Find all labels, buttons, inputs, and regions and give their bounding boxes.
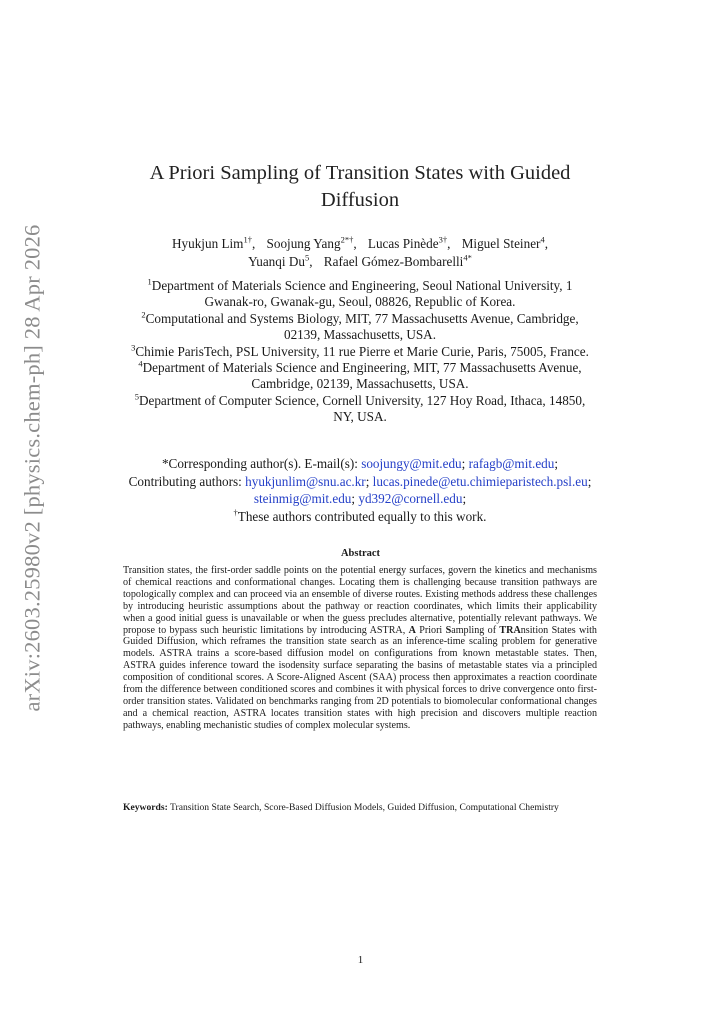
- acronym-letter: TRA: [499, 624, 521, 636]
- email-link[interactable]: steinmig@mit.edu: [253, 491, 352, 506]
- email-link[interactable]: soojungy@mit.edu: [361, 456, 462, 471]
- affiliation-item: [95, 278, 625, 311]
- author-mark: 4*: [463, 252, 472, 263]
- corresponding-label: *Corresponding author(s). E-mail(s):: [161, 456, 362, 471]
- email-link[interactable]: lucas.pinede@etu.chimieparistech.psl.eu: [372, 473, 588, 489]
- title-line-2: Diffusion: [320, 189, 400, 211]
- affiliation-text: Department of Materials Science and Engineering, MIT, 77 Massachusetts Avenue,: [142, 360, 582, 376]
- author-name: Yuanqi Du: [248, 253, 305, 269]
- acronym-letter: A: [408, 624, 416, 636]
- contact-block: [90, 455, 630, 525]
- affiliation-text: Cambridge, 02139, Massachusetts, USA.: [251, 376, 469, 392]
- affiliation-item: [95, 311, 625, 344]
- author-name: Miguel Steiner: [461, 236, 541, 251]
- abstract-heading: Abstract: [340, 548, 381, 559]
- abstract-text: States with Guided Diffusion, which reframes the transition state search as an inference-time scaling problem for generative models. ASTRA trains a score-based diffusion model on configurations from known metastable states. Then, ASTRA guides inference toward the isodensity surface separating the basins of metastable states via a principled composition of conditional scores. A Score-Aligned Ascent (SAA) process then approximates a reaction coordinate from the difference between conditioned scores and combines it with physical forces to drive convergence onto first-order transition states. Validated on benchmarks ranging from 2D potentials to biomolecular conformational changes and a chemical reaction, ASTRA locates transition states with high precision and discovers multiple reaction pathways, enabling mechanistic studies of complex molecular systems.: [123, 624, 597, 731]
- email-link[interactable]: hyukjunlim@snu.ac.kr: [245, 473, 366, 489]
- affiliation-text: Computational and Systems Biology, MIT, 77 Massachusetts Avenue, Cambridge,: [145, 310, 579, 326]
- acronym-letter: S: [445, 624, 452, 636]
- arxiv-sidebar-stamp: [16, 223, 50, 712]
- author-mark: 4: [540, 234, 545, 245]
- affiliation-item: [95, 393, 625, 426]
- paper-title: [100, 160, 620, 214]
- affiliation-text: 02139, Massachusetts, USA.: [283, 327, 437, 343]
- affiliation-mark: 4: [138, 358, 143, 369]
- author-name: Rafael Gómez-Bombarelli: [323, 253, 464, 269]
- abstract-text: Transition states, the first-order saddle points on the potential energy surfaces, govern the kinetics and mechanisms of chemical reactions and conformational changes. Locating them is challenging because transition pathways are topologically complex and can proceed via an ensemble of diverse routes. Existing methods address these challenges by introducing heuristic assumptions about the pathway or reaction coordinates, which limits their applicability when a good initial guess is unavailable or when the guess precludes alternative, potentially relevant pathways. We propose to bypass such heuristic limitations by introducing ASTRA,: [123, 565, 597, 636]
- acronym-rest: nsition: [520, 624, 549, 636]
- author-list: [90, 235, 630, 270]
- affiliation-text: Department of Computer Science, Cornell University, 127 Hoy Road, Ithaca, 14850,: [138, 392, 586, 408]
- email-link[interactable]: rafagb@mit.edu: [468, 456, 555, 471]
- abstract-body: [123, 565, 597, 732]
- contributing-label: Contributing authors:: [128, 473, 246, 489]
- affiliation-mark: 1: [147, 276, 152, 287]
- author-line-1: Hyukjun Lim$^{1\dagger}$, Soojung Yang$^{2*\dagger}$, Lucas Pinède$^{3\dagger}$, Miguel Steiner$^4$,: [172, 234, 548, 251]
- affiliation-mark: 2: [141, 309, 146, 320]
- email-link[interactable]: yd392@cornell.edu: [358, 491, 463, 506]
- affiliation-item: [95, 344, 625, 360]
- corresponding-line: *Corresponding author(s). E-mail(s): soojungy@mit.edu; rafagb@mit.edu;: [161, 456, 559, 471]
- acronym-rest: ampling of: [451, 624, 500, 636]
- author-line-2: Yuanqi Du$^5$, Rafael Gómez-Bombarelli$^{4*}$: [248, 252, 472, 269]
- keywords-text: Transition State Search, Score-Based Diffusion Models, Guided Diffusion, Computational Chemistry: [167, 802, 559, 813]
- dagger-mark: †: [233, 507, 238, 518]
- equal-note-text: These authors contributed equally to this work.: [237, 508, 487, 524]
- author-name: Soojung Yang: [266, 236, 341, 251]
- affiliation-item: [95, 360, 625, 393]
- keywords-label: Keywords:: [123, 802, 168, 813]
- author-mark: 3†: [438, 234, 448, 245]
- author-name: Hyukjun Lim: [172, 236, 244, 251]
- arxiv-identifier: arXiv:2603.25980v2 [physics.chem-ph] 28 Apr 2026: [20, 223, 46, 712]
- author-name: Lucas Pinède: [367, 236, 439, 251]
- affiliation-text: Department of Materials Science and Engineering, Seoul National University, 1: [151, 278, 573, 293]
- page-number: 1: [357, 954, 364, 966]
- contributing-line: Contributing authors: hyukjunlim@snu.ac.kr; lucas.pinede@etu.chimieparistech.psl.eu;: [128, 473, 592, 489]
- equal-contribution-note: [90, 508, 630, 526]
- affiliation-text: NY, USA.: [333, 409, 387, 425]
- acronym-rest: Priori: [415, 624, 446, 636]
- title-line-1: A Priori Sampling of Transition States with Guided: [149, 162, 571, 184]
- affiliation-mark: 3: [131, 342, 136, 353]
- author-mark: 2*†: [340, 234, 354, 245]
- affiliation-text: Gwanak-ro, Gwanak-gu, Seoul, 08826, Republic of Korea.: [204, 294, 516, 310]
- keywords: [123, 802, 597, 814]
- contributing-line-2: steinmig@mit.edu; yd392@cornell.edu;: [253, 491, 467, 506]
- author-mark: 5: [304, 252, 310, 263]
- author-mark: 1†: [243, 234, 252, 245]
- affiliation-text: Chimie ParisTech, PSL University, 11 rue Pierre et Marie Curie, Paris, 75005, France.: [135, 343, 589, 359]
- affiliation-mark: 5: [134, 391, 139, 402]
- affiliation-list: [95, 278, 625, 426]
